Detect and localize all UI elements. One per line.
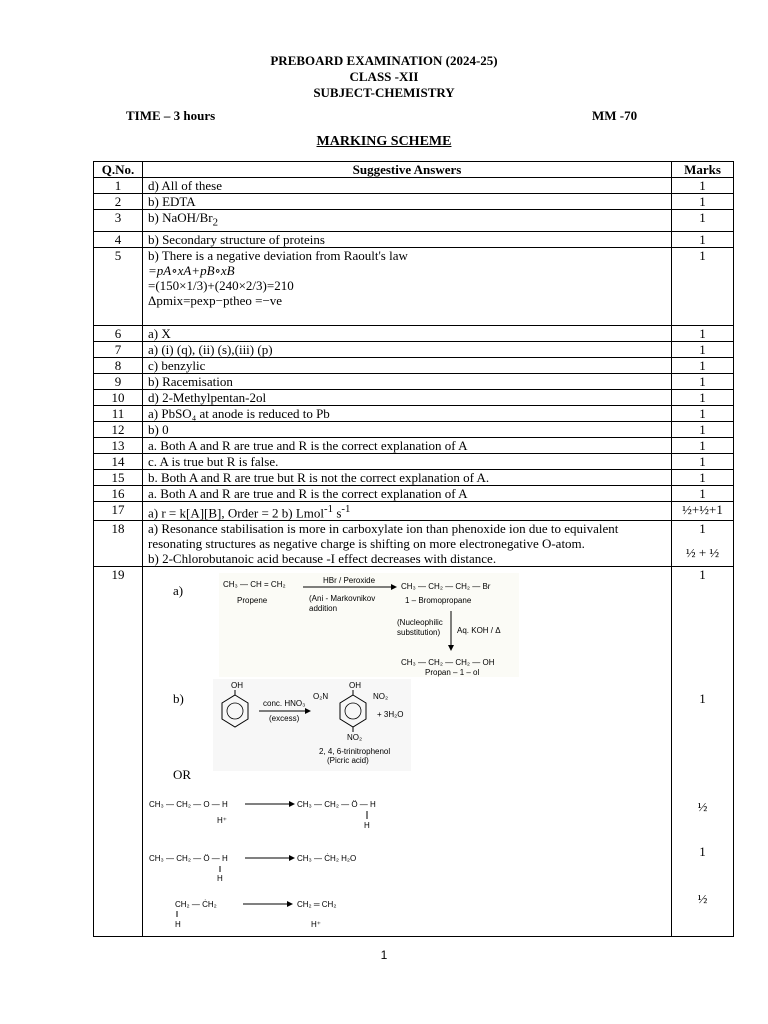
formula-line: =(150×1/3)+(240×2/3)=210 — [148, 277, 294, 293]
marks-or-step1: ½ — [697, 798, 708, 814]
reagent: HBr / Peroxide — [323, 575, 376, 585]
marks-cell: ½+½+1 — [672, 501, 734, 520]
answer-line: b) There is a negative deviation from Raoult's law — [148, 247, 408, 263]
question-number: 6 — [94, 325, 143, 341]
question-number: 12 — [94, 421, 143, 437]
oh-label: OH — [231, 680, 243, 690]
question-number: 5 — [94, 247, 143, 325]
marks-cell: 1 — [672, 453, 734, 469]
final-product: CH₃ — CH₂ — CH₂ — OH — [401, 657, 495, 667]
oh-label-2: OH — [349, 680, 361, 690]
step3-proton: H⁺ — [311, 919, 321, 929]
question-number: 15 — [94, 469, 143, 485]
question-number: 16 — [94, 485, 143, 501]
no2-label: NO₂ — [373, 691, 389, 701]
subscript: 2 — [212, 216, 219, 229]
product: CH₃ — CH₂ — CH₂ — Br — [401, 581, 491, 591]
step1-proton: H⁺ — [217, 815, 227, 825]
answer-cell — [143, 501, 672, 520]
answer-cell: c) benzylic — [143, 357, 672, 373]
table-row — [94, 194, 734, 210]
marks-cell: 1 — [672, 194, 734, 210]
formula-line: =pA∘xA+pB∘xB — [148, 262, 235, 278]
question-number: 2 — [94, 194, 143, 210]
answer-text: b) NaOH/Br — [148, 210, 213, 225]
marks-cell: 1 — [672, 389, 734, 405]
question-number: 1 — [94, 178, 143, 194]
table-row — [94, 231, 734, 247]
answer-cell: b) 0 — [143, 421, 672, 437]
marks-cell — [672, 566, 734, 936]
step2-line-1: (Nucleophilic — [397, 617, 443, 627]
step2-h: H — [217, 873, 223, 883]
table-row — [94, 421, 734, 437]
or-label: OR — [173, 766, 192, 782]
step2-line-2: substitution) — [397, 627, 441, 637]
reagent: conc. HNO₃ — [263, 698, 306, 708]
table-row — [94, 437, 734, 453]
time-label: TIME – 3 hours — [126, 108, 216, 123]
step2-product: CH₃ — ĊH₂ H₂O — [297, 853, 357, 863]
answer-cell: b. Both A and R are true but R is not the correct explanation of A. — [143, 469, 672, 485]
answer-text: a) r = k[A][B], Order = 2 b) Lmol — [148, 504, 325, 520]
table-row — [94, 357, 734, 373]
part-a-label: a) — [173, 582, 184, 598]
marks-or-step3: ½ — [697, 890, 708, 906]
answer-cell: a) X — [143, 325, 672, 341]
step3-h: H — [175, 919, 181, 929]
answer-cell — [143, 566, 672, 936]
question-number: 10 — [94, 389, 143, 405]
answer-cell: a) (i) (q), (ii) (s),(iii) (p) — [143, 341, 672, 357]
qno-header: Q.No. — [94, 162, 143, 178]
question-number: 7 — [94, 341, 143, 357]
answer-cell: d) 2-Methylpentan-2ol — [143, 389, 672, 405]
marks-cell: 1 — [672, 405, 734, 421]
marks-cell: 1 — [672, 178, 734, 194]
answer-cell: c. A is true but R is false. — [143, 453, 672, 469]
table-row — [94, 373, 734, 389]
answer-cell — [143, 210, 672, 232]
reagent-2: Aq. KOH / Δ — [457, 625, 501, 635]
marks-cell: 1 — [672, 485, 734, 501]
table-row — [94, 453, 734, 469]
question-number: 17 — [94, 501, 143, 520]
question-number: 14 — [94, 453, 143, 469]
marks-cell: 1 — [672, 373, 734, 389]
marks-cell: 1 — [672, 341, 734, 357]
condition-line-1: (Ani - Markovnikov — [309, 593, 376, 603]
step1-product: CH₃ — CH₂ — Ö — H — [297, 799, 376, 809]
table-row — [94, 501, 734, 520]
excess-label: (excess) — [269, 713, 300, 723]
table-row — [94, 469, 734, 485]
condition-line-2: addition — [309, 603, 338, 613]
answer-cell: a. Both A and R are true and R is the correct explanation of A — [143, 485, 672, 501]
part-b-label: b) — [173, 690, 184, 706]
page-number: 1 — [380, 948, 388, 962]
table-row — [94, 325, 734, 341]
question-number: 9 — [94, 373, 143, 389]
final-product-name: Propan – 1 – ol — [425, 667, 480, 677]
no2-bottom-label: NO₂ — [347, 732, 363, 742]
marks-cell: 1 — [672, 231, 734, 247]
table-row — [94, 178, 734, 194]
marks-cell — [672, 520, 734, 566]
marks-cell: 1 — [672, 357, 734, 373]
marks-part-b: ½ + ½ — [685, 544, 720, 560]
superscript: -1 — [341, 502, 351, 515]
answer-cell: d) All of these — [143, 178, 672, 194]
table-row — [94, 520, 734, 566]
answer-cell: b) Racemisation — [143, 373, 672, 389]
exam-title: PREBOARD EXAMINATION (2024-25) — [270, 53, 498, 68]
marks-header: Marks — [672, 162, 734, 178]
marks-cell: 1 — [672, 325, 734, 341]
marks-cell: 1 — [672, 210, 734, 232]
water-label: + 3H₂O — [377, 709, 404, 719]
marking-scheme-table — [93, 161, 734, 937]
dehydration-mechanism — [147, 795, 427, 935]
answer-cell — [143, 247, 672, 325]
subject-label: SUBJECT-CHEMISTRY — [313, 85, 455, 100]
o2n-label: O₂N — [313, 691, 329, 701]
marks-cell: 1 — [672, 421, 734, 437]
answers-header: Suggestive Answers — [143, 162, 672, 178]
question-number: 18 — [94, 520, 143, 566]
reactant-name: Propene — [237, 595, 268, 605]
product-name: 1 – Bromopropane — [405, 595, 472, 605]
marks-part-a: 1 — [699, 520, 706, 536]
table-row — [94, 405, 734, 421]
product-name-2: (Picric acid) — [327, 755, 369, 765]
formula-line: Δpmix=pexp−ptheo =−ve — [148, 292, 283, 308]
step3-product: CH₂ ═ CH₂ — [297, 899, 337, 909]
table-header-row — [94, 162, 734, 178]
phenol-nitration-scheme — [213, 679, 411, 771]
superscript: -1 — [324, 502, 334, 515]
question-number: 19 — [94, 566, 143, 936]
question-number: 3 — [94, 210, 143, 232]
table-row — [94, 389, 734, 405]
product-name: 2, 4, 6-trinitrophenol — [319, 746, 391, 756]
question-number: 4 — [94, 231, 143, 247]
table-row — [94, 247, 734, 325]
question-number: 11 — [94, 405, 143, 421]
reactant: CH₃ — CH = CH₂ — [223, 579, 286, 589]
answer-cell: b) EDTA — [143, 194, 672, 210]
propene-to-propanol-scheme — [219, 573, 519, 677]
marks-cell: 1 — [672, 437, 734, 453]
marks-cell: 1 — [672, 469, 734, 485]
step3-reactant: CH₂ — ĊH₂ — [175, 899, 217, 909]
marks-part-b: 1 — [699, 690, 706, 706]
answer-part-b: b) 2-Chlorobutanoic acid because -I effect decreases with distance. — [148, 550, 497, 566]
table-row — [94, 210, 734, 232]
marks-part-a: 1 — [699, 566, 706, 582]
table-row — [94, 566, 734, 936]
answer-cell: b) Secondary structure of proteins — [143, 231, 672, 247]
marks-or-step2: 1 — [699, 843, 706, 859]
answer-cell: a) PbSO₄ at anode is reduced to Pb — [143, 405, 672, 421]
table-row — [94, 341, 734, 357]
question-number: 13 — [94, 437, 143, 453]
marks-cell: 1 — [672, 247, 734, 325]
step1-reactant: CH₃ — CH₂ — O — H — [149, 799, 228, 809]
answer-cell — [143, 520, 672, 566]
class-label: CLASS -XII — [349, 69, 419, 84]
answer-cell: a. Both A and R are true and R is the correct explanation of A — [143, 437, 672, 453]
step1-product-h: H — [364, 820, 370, 830]
step2-reactant: CH₃ — CH₂ — Ö — H — [149, 853, 228, 863]
table-row — [94, 485, 734, 501]
question-number: 8 — [94, 357, 143, 373]
answer-text: s — [333, 504, 342, 520]
marking-scheme-title: MARKING SCHEME — [316, 134, 452, 149]
max-marks-label: MM -70 — [592, 108, 638, 123]
answer-part-a: a) Resonance stabilisation is more in carboxylate ion than phenoxide ion due to equivalent resonating structures as negative charge is shifting on more electronegative O-atom. — [148, 520, 619, 551]
